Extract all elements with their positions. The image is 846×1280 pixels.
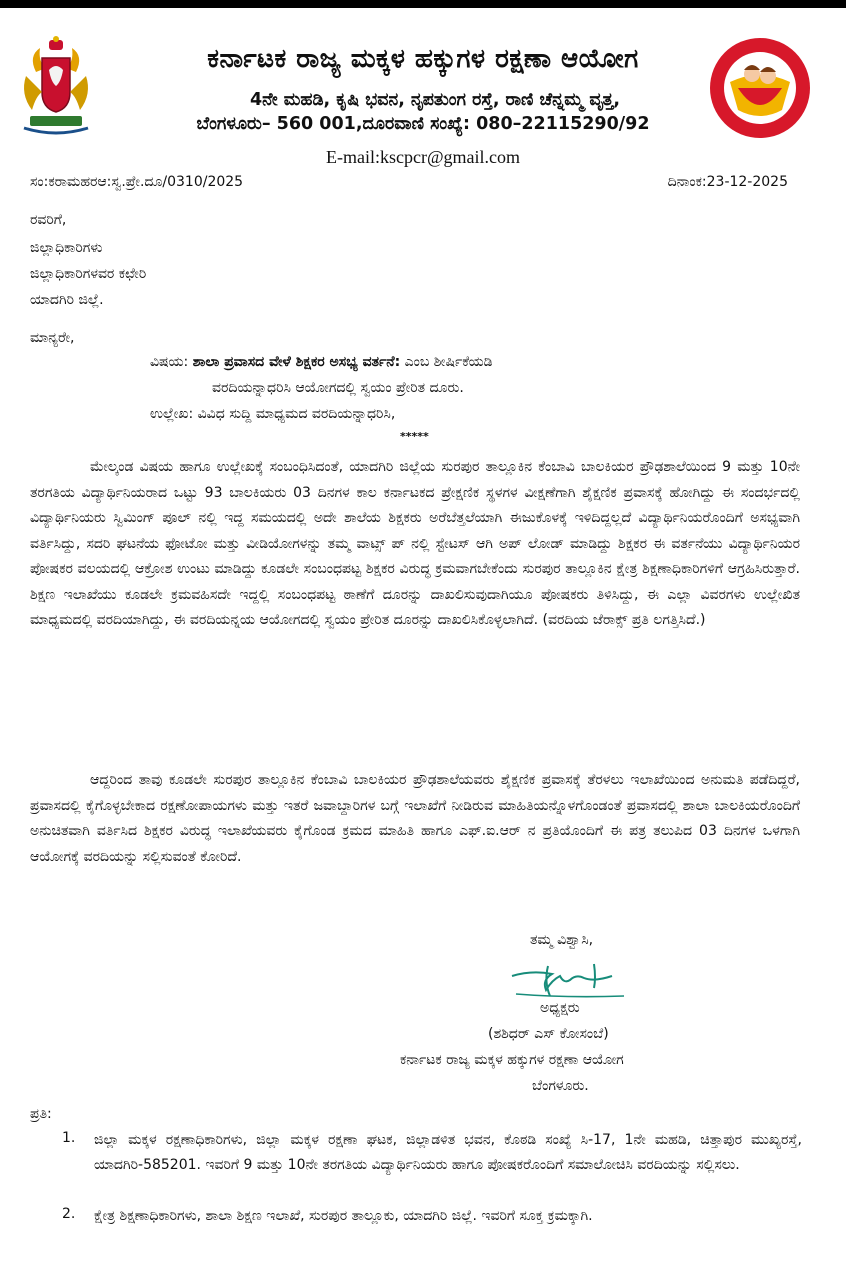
salutation: ಮಾನ್ಯರೇ, bbox=[30, 330, 75, 346]
copy-item-text: ಕ್ಷೇತ್ರ ಶಿಕ್ಷಣಾಧಿಕಾರಿಗಳು, ಶಾಲಾ ಶಿಕ್ಷಣ ಇಲಾಖೆ, ಸುರಪುರ ತಾಲ್ಲೂಕು, ಯಾದಗಿರಿ ಜಿಲ್ಲೆ. ಇವರಿಗೆ ಸೂಕ್ತ ಕ್ರಮಕ್ಕಾಗಿ. bbox=[94, 1208, 593, 1224]
top-border bbox=[0, 0, 846, 8]
signature-icon bbox=[508, 958, 628, 1006]
signatory-name: (ಶಶಿಧರ್ ಎಸ್ ಕೋಸಂಬೆ) bbox=[488, 1026, 609, 1042]
recipient-line: ಜಿಲ್ಲಾಧಿಕಾರಿಗಳವರ ಕಛೇರಿ bbox=[30, 266, 147, 282]
recipient-line: ಜಿಲ್ಲಾಧಿಕಾರಿಗಳು bbox=[30, 240, 103, 256]
signatory-designation: ಅಧ್ಯಕ್ಷರು bbox=[540, 1000, 580, 1016]
subject-rest: ಎಂಬ ಶೀರ್ಷಿಕೆಯಡಿ bbox=[404, 354, 493, 370]
org-name: ಕರ್ನಾಟಕ ರಾಜ್ಯ ಮಕ್ಕಳ ಹಕ್ಕುಗಳ ರಕ್ಷಣಾ ಆಯೋಗ bbox=[207, 44, 639, 74]
copy-item-text: ಜಿಲ್ಲಾ ಮಕ್ಕಳ ರಕ್ಷಣಾಧಿಕಾರಿಗಳು, ಜಿಲ್ಲಾ ಮಕ್ಕಳ ರಕ್ಷಣಾ ಘಟಕ, ಜಿಲ್ಲಾಡಳಿತ ಭವನ, ಕೊಠಡಿ ಸಂಖ್ಯೆ ಸಿ-17, 1ನೇ ಮಹಡಿ, ಚಿತ್ತಾಪುರ ಮುಖ್ಯರಸ್ತೆ, ಯಾದಗಿರಿ-585201. ಇವರಿಗೆ 9 ಮತ್ತು 10ನೇ ತರಗತಿಯ ವಿದ್ಯಾರ್ಥಿನಿಯರು ಹಾಗೂ ಪೋಷಕರೊಂದಿಗೆ ಸಮಾಲೋಚಿಸಿ ವರದಿಯನ್ನು ಸಲ್ಲಿಸಲು. bbox=[94, 1132, 802, 1173]
recipient-line: ಯಾದಗಿರಿ ಜಿಲ್ಲೆ. bbox=[30, 292, 104, 308]
copy-item-number: 2. bbox=[62, 1206, 76, 1222]
copy-item-number: 1. bbox=[62, 1130, 76, 1146]
email: E-mail:kscpcr@gmail.com bbox=[325, 147, 521, 167]
address-line-2: ಬೆಂಗಳೂರು– 560 001,ದೂರವಾಣಿ ಸಂಖ್ಯೆ: 080–22115290/92 bbox=[196, 114, 650, 134]
subject-label: ವಿಷಯ: bbox=[150, 354, 189, 370]
letter-date: ದಿನಾಂಕ:23-12-2025 bbox=[667, 174, 788, 190]
signatory-city: ಬೆಂಗಳೂರು. bbox=[532, 1078, 589, 1094]
separator: ***** bbox=[400, 430, 429, 443]
body-paragraph-1: ಮೇಲ್ಕಂಡ ವಿಷಯ ಹಾಗೂ ಉಲ್ಲೇಖಕ್ಕೆ ಸಂಬಂಧಿಸಿದಂತೆ, ಯಾದಗಿರಿ ಜಿಲ್ಲೆಯ ಸುರಪುರ ತಾಲ್ಲೂಕಿನ ಕೆಂಬಾವಿ ಬಾಲಕಿಯರ ಪ್ರೌಢಶಾಲೆಯಿಂದ 9 ಮತ್ತು 10ನೇ ತರಗತಿಯ ವಿದ್ಯಾರ್ಥಿನಿಯರಾದ ಒಟ್ಟು 93 ಬಾಲಕಿಯರು 03 ದಿನಗಳ ಕಾಲ ಕರ್ನಾಟಕದ ಪ್ರೇಕ್ಷಣಿಕ ಸ್ಥಳಗಳ ವೀಕ್ಷಣೆಗಾಗಿ ಶೈಕ್ಷಣಿಕ ಪ್ರವಾಸಕ್ಕೆ ಹೋಗಿದ್ದು ಈ ಸಂದರ್ಭದಲ್ಲಿ ವಿದ್ಯಾರ್ಥಿನಿಯರು ಸ್ವಿಮಿಂಗ್ ಪೂಲ್ ನಲ್ಲಿ ಇದ್ದ ಸಮಯದಲ್ಲಿ ಅದೇ ಶಾಲೆಯ ಶಿಕ್ಷಕರು ಅರೆಬೆತ್ತಲೆಯಾಗಿ ಈಜುಕೊಳಕ್ಕೆ ಇಳಿದಿದ್ದಲ್ಲದೆ ವಿದ್ಯಾರ್ಥಿನಿಯರೊಂದಿಗೆ ಅಸಭ್ಯವಾಗಿ ವರ್ತಿಸಿದ್ದು, ಸದರಿ ಘಟನೆಯ ಫೋಟೋ ಮತ್ತು ವೀಡಿಯೋಗಳನ್ನು ತಮ್ಮ ವಾಟ್ಸ್ ಪ್ ನಲ್ಲಿ ಸ್ಟೇಟಸ್ ಆಗಿ ಅಪ್ ಲೋಡ್ ಮಾಡಿದ್ದು ಶಿಕ್ಷಕರ ಈ ವರ್ತನೆಯು ವಿದ್ಯಾರ್ಥಿನಿಯರ ಪೋಷಕರ ವಲಯದಲ್ಲಿ ಆಕ್ರೋಶ ಉಂಟು ಮಾಡಿದ್ದು ಕೂಡಲೇ ಸಂಬಂಧಪಟ್ಟ ಶಿಕ್ಷಕರ ವಿರುದ್ಧ ಕ್ರಮವಾಗಬೇಕೆಂದು ಸುರಪುರ ತಾಲ್ಲೂಕಿನ ಕ್ಷೇತ್ರ ಶಿಕ್ಷಣಾಧಿಕಾರಿಗಳಿಗೆ ಆಗ್ರಹಿಸಿರುತ್ತಾರೆ. ಶಿಕ್ಷಣ ಇಲಾಖೆಯು ಕೂಡಲೇ ಕ್ರಮವಹಿಸದೇ ಇದ್ದಲ್ಲಿ ಸಂಬಂಧಪಟ್ಟ ಠಾಣೆಗೆ ದೂರನ್ನು ದಾಖಲಿಸುವುದಾಗಿಯೂ ಪೋಷಕರು ತಿಳಿಸಿದ್ದು, ಈ ಎಲ್ಲಾ ವಿವರಗಳು ಉಲ್ಲೇಖಿತ ಮಾಧ್ಯಮದಲ್ಲಿ ವರದಿಯಾಗಿದ್ದು, ಈ ವರದಿಯನ್ನಯ ಆಯೋಗದಲ್ಲಿ ಸ್ವಯಂ ಪ್ರೇರಿತ ದೂರನ್ನು ದಾಖಲಿಸಿಕೊಳ್ಳಲಾಗಿದೆ. (ವರದಿಯ ಜೆರಾಕ್ಸ್ ಪ್ರತಿ ಲಗತ್ತಿಸಿದೆ.) bbox=[30, 459, 800, 628]
reference-number: ಸಂ:ಕರಾಮಹರಆ:ಸ್ವ.ಪ್ರೇ.ದೂ/0310/2025 bbox=[30, 174, 244, 190]
recipient-line: ರವರಿಗೆ, bbox=[30, 212, 67, 228]
closing-yours: ತಮ್ಮ ವಿಶ್ವಾಸಿ, bbox=[530, 932, 594, 948]
address-line-1: 4ನೇ ಮಹಡಿ, ಕೃಷಿ ಭವನ, ನೃಪತುಂಗ ರಸ್ತೆ, ರಾಣಿ ಚೆನ್ನಮ್ಮ ವೃತ್ತ, bbox=[249, 90, 621, 110]
subject-line-2: ವರದಿಯನ್ನಾಧರಿಸಿ ಆಯೋಗದಲ್ಲಿ ಸ್ವಯಂ ಪ್ರೇರಿತ ದೂರು. bbox=[212, 380, 464, 396]
subject-title: ಶಾಲಾ ಪ್ರವಾಸದ ವೇಳೆ ಶಿಕ್ಷಕರ ಅಸಭ್ಯ ವರ್ತನೆ: bbox=[192, 354, 401, 370]
copy-to-label: ಪ್ರತಿ: bbox=[30, 1106, 52, 1122]
signatory-org: ಕರ್ನಾಟಕ ರಾಜ್ಯ ಮಕ್ಕಳ ಹಕ್ಕುಗಳ ರಕ್ಷಣಾ ಆಯೋಗ bbox=[400, 1052, 624, 1068]
body-paragraph-2: ಆದ್ದರಿಂದ ತಾವು ಕೂಡಲೇ ಸುರಪುರ ತಾಲ್ಲೂಕಿನ ಕೆಂಬಾವಿ ಬಾಲಕಿಯರ ಪ್ರೌಢಶಾಲೆಯವರು ಶೈಕ್ಷಣಿಕ ಪ್ರವಾಸಕ್ಕೆ ತೆರಳಲು ಇಲಾಖೆಯಿಂದ ಅನುಮತಿ ಪಡೆದಿದ್ದರೆ, ಪ್ರವಾಸದಲ್ಲಿ ಕೈಗೊಳ್ಳಬೇಕಾದ ರಕ್ಷಣೋಪಾಯಗಳು ಮತ್ತು ಇತರೆ ಜವಾಬ್ದಾರಿಗಳ ಬಗ್ಗೆ ಇಲಾಖೆಗೆ ನೀಡಿರುವ ಮಾಹಿತಿಯನ್ನೊಳಗೊಂಡಂತೆ ಪ್ರವಾಸದಲ್ಲಿ ಶಾಲಾ ಬಾಲಕಿಯರೊಂದಿಗೆ ಅನುಚಿತವಾಗಿ ವರ್ತಿಸಿದ ಶಿಕ್ಷಕರ ವಿರುದ್ಧ ಇಲಾಖೆಯವರು ಕೈಗೊಂಡ ಕ್ರಮದ ಮಾಹಿತಿ ಹಾಗೂ ಎಫ್.ಐ.ಆರ್ ನ ಪ್ರತಿಯೊಂದಿಗೆ ಈ ಪತ್ರ ತಲುಪಿದ 03 ದಿನಗಳ ಒಳಗಾಗಿ ಆಯೋಗಕ್ಕೆ ವರದಿಯನ್ನು ಸಲ್ಲಿಸುವಂತೆ ಕೋರಿದೆ. bbox=[30, 772, 800, 865]
subject-line bbox=[150, 354, 492, 370]
reference-line: ಉಲ್ಲೇಖ: ವಿವಿಧ ಸುದ್ದಿ ಮಾಧ್ಯಮದ ವರದಿಯನ್ನಾಧರಿಸಿ, bbox=[150, 406, 396, 422]
